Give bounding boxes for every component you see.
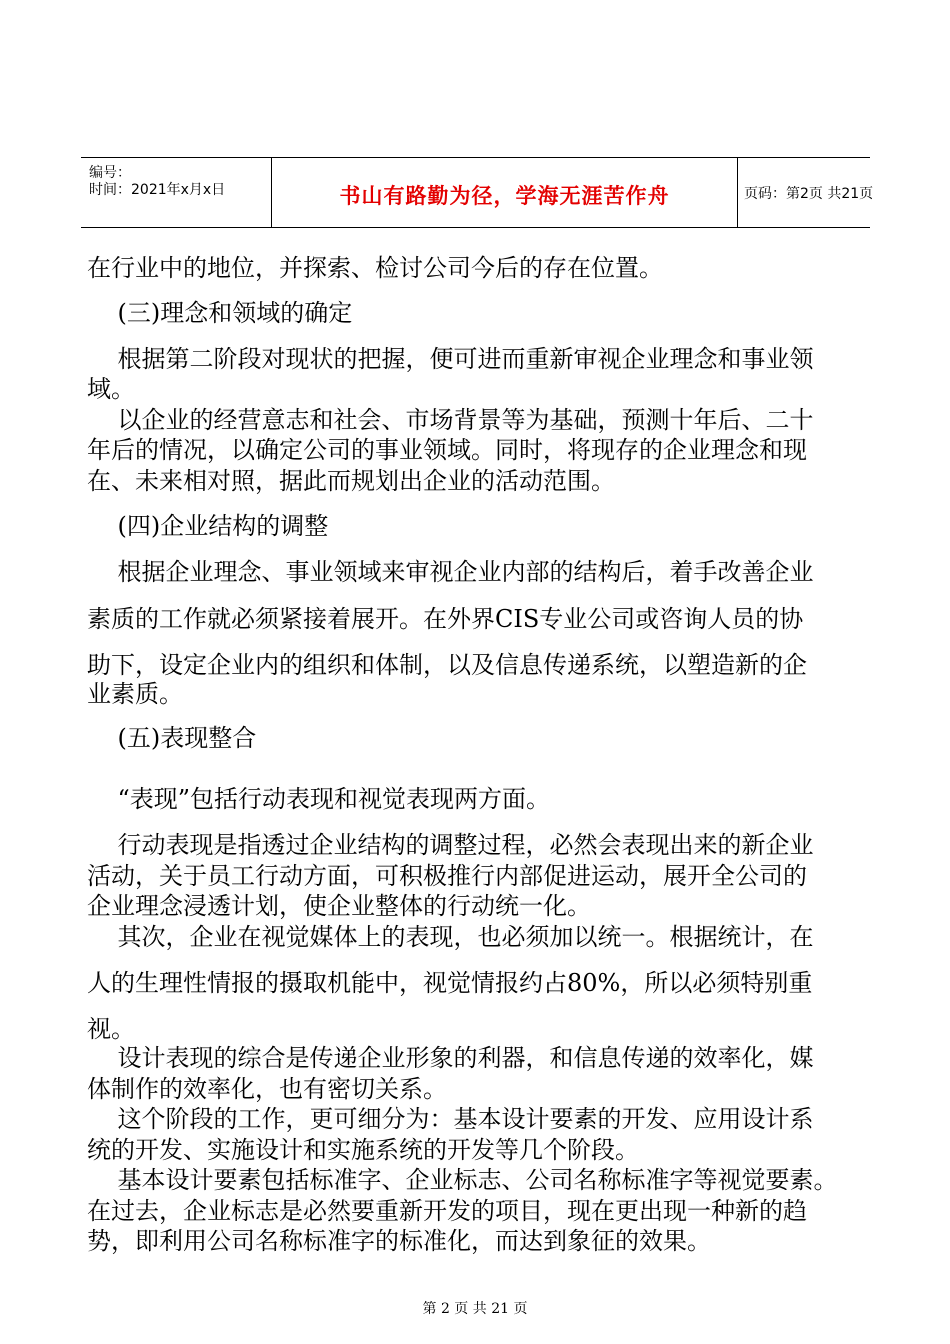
header-table bbox=[81, 157, 874, 228]
body-line: 根据第二阶段对现状的把握，便可进而重新审视企业理念和事业领 bbox=[87, 345, 814, 373]
section-heading: (三)理念和领域的确定 bbox=[87, 299, 353, 327]
body-line: “表现”包括行动表现和视觉表现两方面。 bbox=[87, 785, 551, 813]
body-line: 以企业的经营意志和社会、市场背景等为基础，预测十年后、二十 bbox=[87, 406, 814, 434]
body-line: 设计表现的综合是传递企业形象的利器，和信息传递的效率化，媒 bbox=[87, 1044, 814, 1072]
body-line: 其次，企业在视觉媒体上的表现，也必须加以统一。根据统计，在 bbox=[87, 923, 814, 951]
section-heading: (五)表现整合 bbox=[87, 724, 257, 752]
page-footer: 第 2 页 共 21 页 bbox=[422, 1301, 528, 1317]
body-line: 在行业中的地位，并探索、检讨公司今后的存在位置。 bbox=[87, 254, 663, 282]
body-line: 助下，设定企业内的组织和体制，以及信息传递系统，以塑造新的企 bbox=[87, 651, 807, 679]
body-line: 基本设计要素包括标准字、企业标志、公司名称标准字等视觉要素。 bbox=[87, 1166, 838, 1194]
body-line: 业素质。 bbox=[87, 680, 183, 708]
body-line: 视。 bbox=[87, 1015, 135, 1043]
time-label: 时间：2021年x月x日 bbox=[89, 182, 226, 198]
body-line: 势，即利用公司名称标准字的标准化，而达到象征的效果。 bbox=[87, 1227, 711, 1255]
body-line: 素质的工作就必须紧接着展开。在外界CIS专业公司或咨询人员的协 bbox=[87, 605, 804, 633]
header-motto-cell bbox=[271, 158, 738, 227]
section-heading: (四)企业结构的调整 bbox=[87, 512, 329, 540]
header-right-cell bbox=[736, 158, 874, 227]
header-left-cell bbox=[81, 158, 271, 227]
body-line: 活动，关于员工行动方面，可积极推行内部促进运动，展开全公司的 bbox=[87, 862, 807, 890]
body-line: 年后的情况，以确定公司的事业领域。同时，将现存的企业理念和现 bbox=[87, 436, 807, 464]
body-line: 这个阶段的工作，更可细分为：基本设计要素的开发、应用设计系 bbox=[87, 1105, 814, 1133]
body-line: 根据企业理念、事业领域来审视企业内部的结构后，着手改善企业 bbox=[87, 558, 814, 586]
body-line: 人的生理性情报的摄取机能中，视觉情报约占80%，所以必须特别重 bbox=[87, 969, 813, 997]
body-line: 统的开发、实施设计和实施系统的开发等几个阶段。 bbox=[87, 1136, 639, 1164]
body-line: 在、未来相对照，据此而规划出企业的活动范围。 bbox=[87, 467, 615, 495]
page-code: 页码：第2页 共21页 bbox=[744, 186, 874, 202]
body-line: 域。 bbox=[87, 375, 135, 403]
body-line: 行动表现是指透过企业结构的调整过程，必然会表现出来的新企业 bbox=[87, 831, 814, 859]
number-label: 编号： bbox=[89, 165, 131, 181]
motto-text: 书山有路勤为径，学海无涯苦作舟 bbox=[339, 184, 670, 208]
body-line: 在过去，企业标志是必然要重新开发的项目，现在更出现一种新的趋 bbox=[87, 1197, 807, 1225]
body-line: 体制作的效率化，也有密切关系。 bbox=[87, 1075, 447, 1103]
body-line: 企业理念浸透计划，使企业整体的行动统一化。 bbox=[87, 892, 591, 920]
